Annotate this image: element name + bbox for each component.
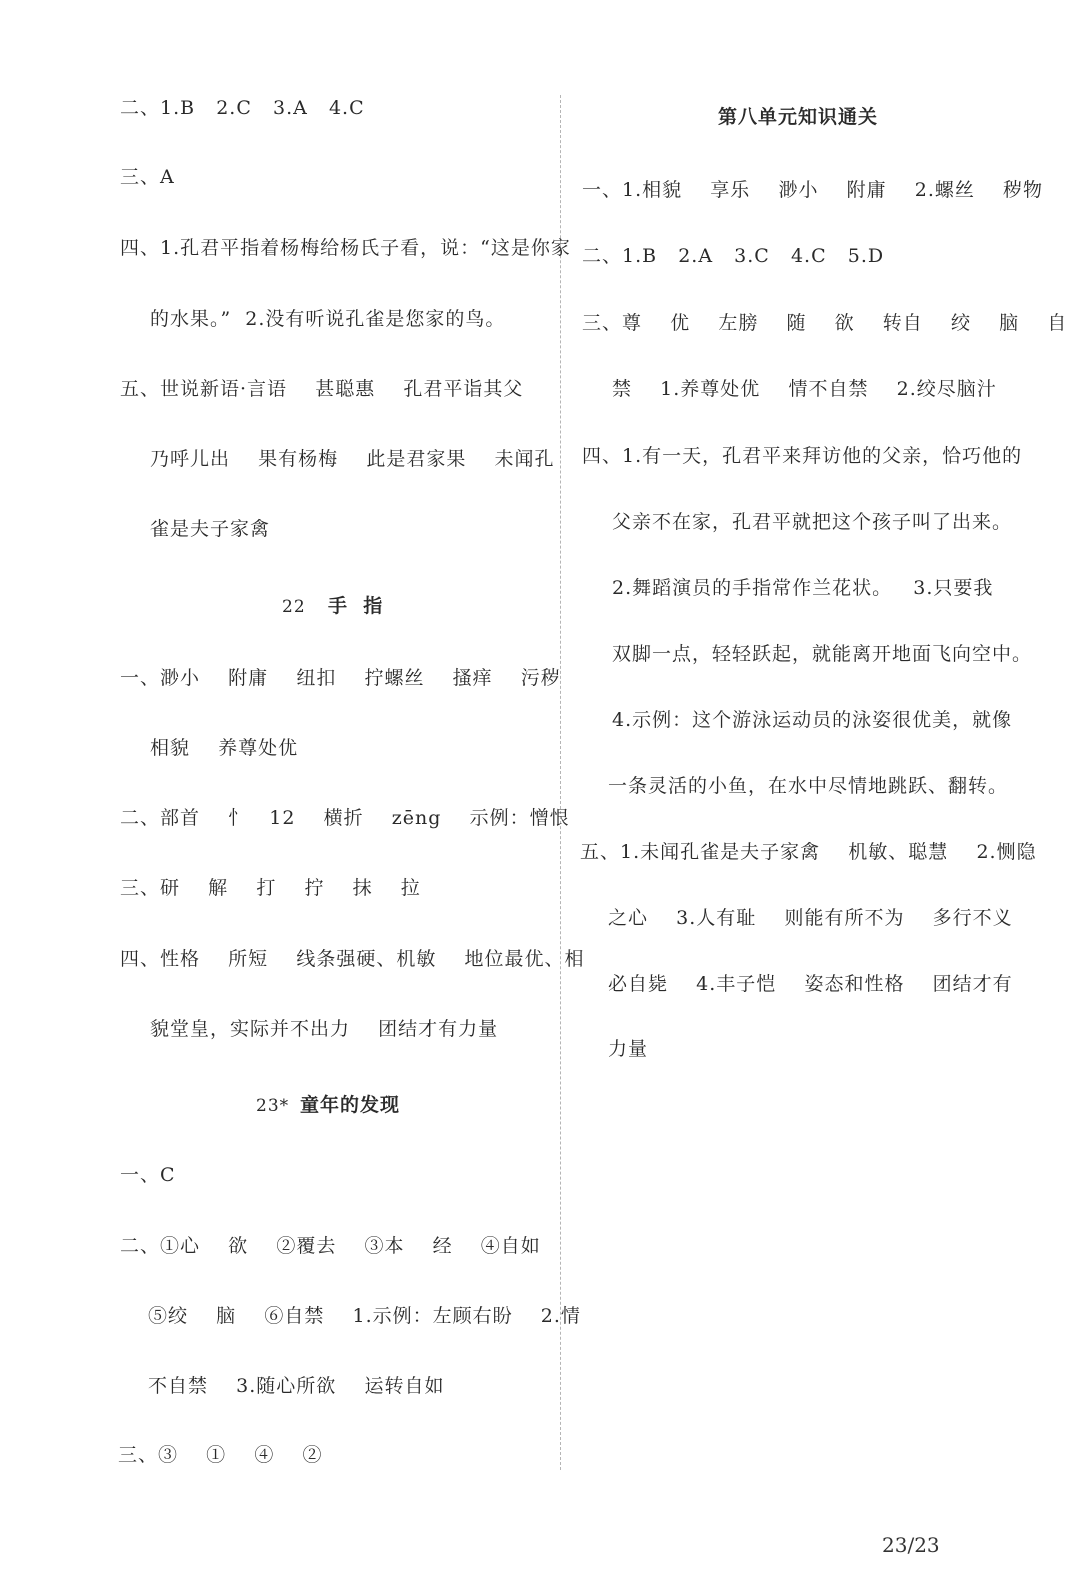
section-number: 22 [282, 597, 306, 617]
answer-line: 乃呼儿出 果有杨梅 此是君家果 未闻孔 [150, 448, 555, 470]
answer-line: 五、1.未闻孔雀是夫子家禽 机敏、聪慧 2.恻隐 [580, 841, 1037, 863]
section-title: 手 指 [328, 595, 384, 617]
column-divider [560, 95, 561, 1470]
section-number: 23* [256, 1096, 290, 1116]
answer-line: 雀是夫子家禽 [150, 518, 271, 540]
answer-line: 之心 3.人有耻 则能有所不为 多行不义 [608, 907, 1013, 929]
answer-line: 二、①心 欲 ②覆去 ③本 经 ④自如 [120, 1235, 541, 1257]
answer-line: 双脚一点，轻轻跃起，就能离开地面飞向空中。 [612, 643, 1033, 665]
unit-heading: 第八单元知识通关 [718, 106, 879, 128]
answer-line: 一、渺小 附庸 纽扣 拧螺丝 搔痒 污秽 [120, 667, 561, 689]
answer-line: 相貌 养尊处优 [150, 737, 299, 759]
answer-line: 二、1.B 2.C 3.A 4.C [120, 97, 365, 119]
section-title: 童年的发现 [300, 1094, 401, 1116]
answer-line: 一条灵活的小鱼，在水中尽情地跳跃、翻转。 [608, 775, 1009, 797]
answer-line: 四、1.孔君平指着杨梅给杨氏子看，说：“这是你家 [120, 237, 571, 259]
answer-line: 力量 [608, 1038, 649, 1060]
answer-line: 4.示例：这个游泳运动员的泳姿很优美，就像 [612, 709, 1013, 731]
answer-line: 三、研 解 打 拧 抹 拉 [120, 877, 421, 899]
answer-line: 四、性格 所短 线条强硬、机敏 地位最优、相 [120, 948, 585, 970]
answer-line: 禁 1.养尊处优 情不自禁 2.绞尽脑汁 [612, 378, 997, 400]
answer-line: 2.舞蹈演员的手指常作兰花状。 3.只要我 [612, 577, 994, 599]
answer-line: 四、1.有一天，孔君平来拜访他的父亲，恰巧他的 [582, 445, 1023, 467]
answer-line: 的水果。” 2.没有听说孔雀是您家的鸟。 [150, 308, 506, 330]
page-number: 23/23 [882, 1533, 940, 1557]
answer-line: 一、C [120, 1164, 176, 1186]
answer-line: 一、1.相貌 享乐 渺小 附庸 2.螺丝 秽物 [582, 179, 1044, 201]
answer-line: 三、③ ① ④ ② [118, 1444, 323, 1466]
answer-line: 三、尊 优 左膀 随 欲 转自 绞 脑 自 [582, 312, 1068, 334]
answer-line: 二、部首 忄 12 横折 zēng 示例：憎恨 [120, 807, 570, 829]
answer-line: 父亲不在家，孔君平就把这个孩子叫了出来。 [612, 511, 1013, 533]
answer-line: ⑤绞 脑 ⑥自禁 1.示例：左顾右盼 2.情 [148, 1305, 581, 1327]
answer-line: 五、世说新语·言语 甚聪惠 孔君平诣其父 [120, 378, 524, 400]
answer-line: 貌堂皇，实际并不出力 团结才有力量 [150, 1018, 499, 1040]
answer-line: 三、A [120, 166, 175, 188]
answer-line: 必自毙 4.丰子恺 姿态和性格 团结才有 [608, 973, 1013, 995]
answer-line: 二、1.B 2.A 3.C 4.C 5.D [582, 245, 885, 267]
answer-line: 不自禁 3.随心所欲 运转自如 [148, 1375, 445, 1397]
